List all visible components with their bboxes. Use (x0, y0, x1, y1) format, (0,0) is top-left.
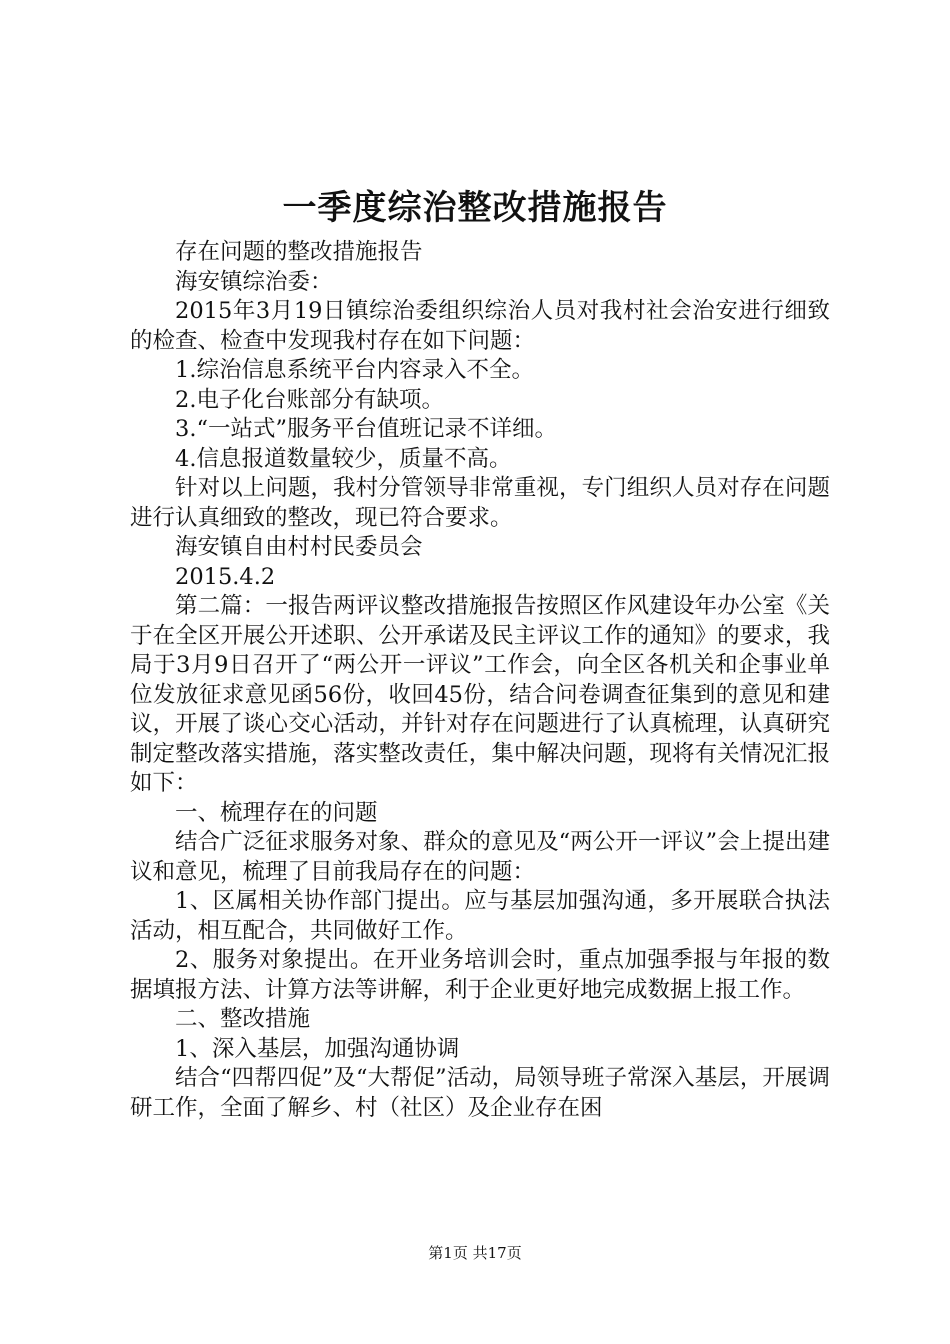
paragraph: 二、整改措施 (175, 1006, 311, 1032)
paragraph: 海安镇综治委： (175, 268, 333, 295)
page-number-footer: 第1页 共17页 (428, 1244, 522, 1262)
paragraph: 3.“一站式”服务平台值班记录不详细。 (175, 416, 557, 442)
paragraph: 结合“四帮四促”及“大帮促”活动，局领导班子常深入基层，开展调研工作，全面了解乡、村（社区）及企业存在困 (130, 1065, 830, 1121)
paragraph: 海安镇自由村村民委员会 (175, 534, 423, 560)
paragraph: 第二篇：一报告两评议整改措施报告按照区作风建设年办公室《关于在全区开展公开述职、公开承诺及民主评议工作的通知》的要求，我局于3月9日召开了“两公开一评议”工作会，向全区各机关和企事业单位发放征求意见函56份，收回45份，结合问卷调查征集到的意见和建议，开展了谈心交心活动，并针对存在问题进行了认真梳理，认真研究制定整改落实措施，落实整改责任，集中解决问题，现将有关情况汇报如下： (130, 593, 830, 796)
paragraph: 存在问题的整改措施报告 (175, 239, 423, 265)
paragraph: 针对以上问题，我村分管领导非常重视，专门组织人员对存在问题进行认真细致的整改，现已符合要求。 (130, 475, 830, 531)
paragraph: 1、深入基层，加强沟通协调 (175, 1035, 460, 1062)
paragraph: 2.电子化台账部分有缺项。 (175, 386, 444, 413)
paragraph: 结合广泛征求服务对象、群众的意见及“两公开一评议”会上提出建议和意见，梳理了目前我局存在的问题： (130, 829, 830, 885)
document-body (130, 238, 830, 1123)
paragraph: 4.信息报道数量较少，质量不高。 (175, 445, 512, 472)
paragraph: 一、梳理存在的问题 (175, 799, 378, 826)
paragraph: 1.综治信息系统平台内容录入不全。 (175, 357, 534, 383)
paragraph: 1、区属相关协作部门提出。应与基层加强沟通，多开展联合执法活动，相互配合，共同做好工作。 (130, 888, 830, 944)
paragraph: 2015年3月19日镇综治委组织综治人员对我村社会治安进行细致的检查、检查中发现我村存在如下问题： (130, 298, 830, 354)
paragraph: 2、服务对象提出。在开业务培训会时，重点加强季报与年报的数据填报方法、计算方法等讲解，利于企业更好地完成数据上报工作。 (130, 947, 830, 1003)
document-title: 一季度综治整改措施报告 (282, 188, 668, 228)
paragraph: 2015.4.2 (175, 563, 276, 590)
